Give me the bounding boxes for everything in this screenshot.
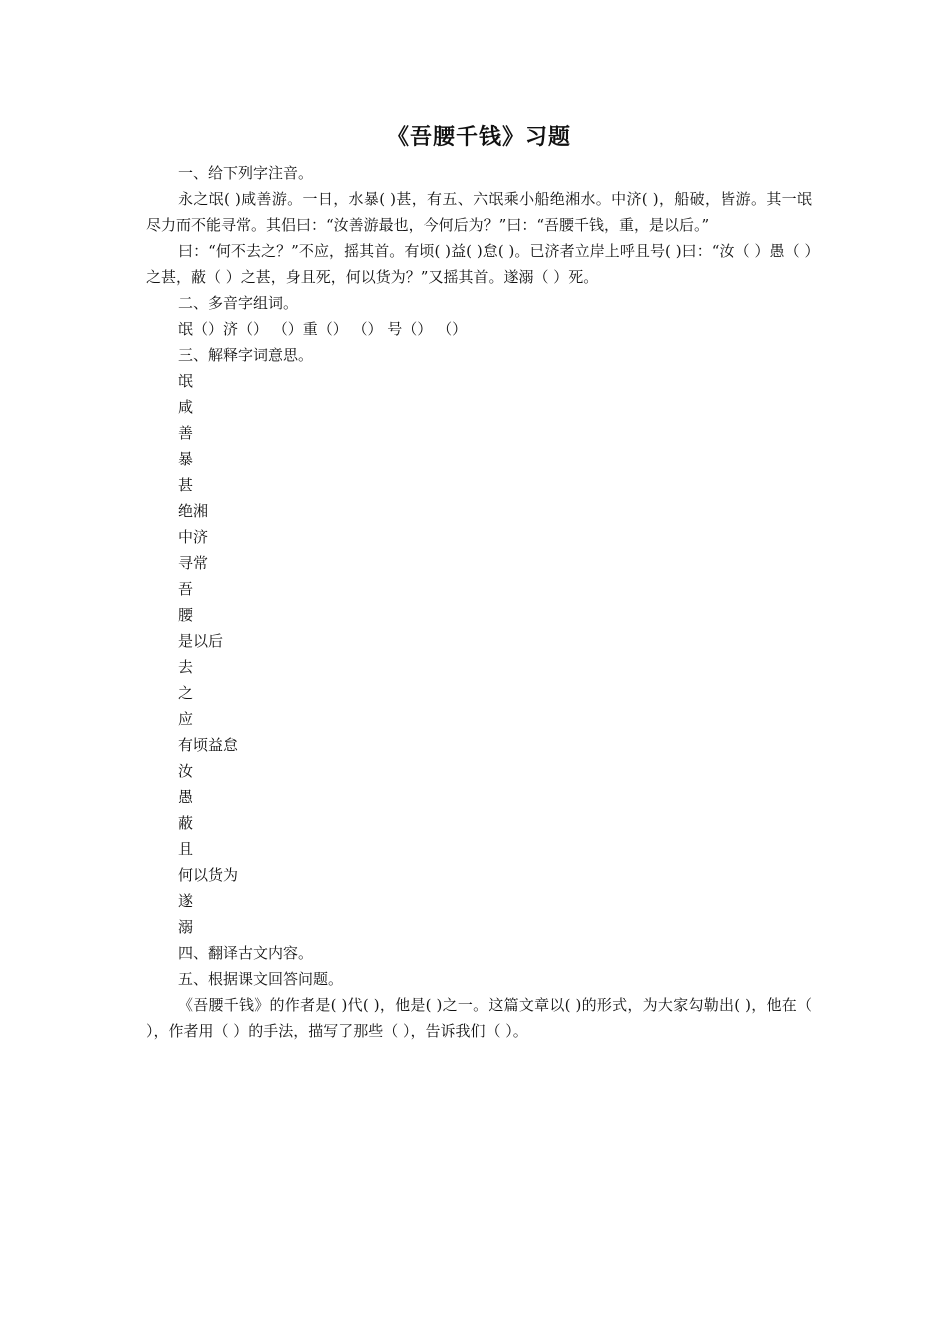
section3-heading: 三、解释字词意思。 [178, 346, 314, 364]
term-item: 汝 [178, 762, 194, 780]
term-item: 遂 [178, 892, 194, 910]
term-item: 暴 [178, 450, 194, 468]
section1-paragraph2: 曰：“何不去之？”不应，摇其首。有顷( )益( )怠( )。已济者立岸上呼且号( )曰：“汝（ ）愚（ ）之甚，蔽（ ）之甚，身且死，何以货为？”又摇其首。遂溺（ ）死。 [146, 242, 812, 286]
term-item: 有顷益怠 [178, 736, 239, 754]
term-item: 何以货为 [178, 866, 239, 884]
document-title: 《吾腰千钱》习题 [386, 125, 571, 150]
term-item: 氓 [178, 372, 194, 390]
section1-heading: 一、给下列字注音。 [178, 164, 314, 182]
term-item: 应 [178, 710, 194, 728]
term-item: 愚 [178, 788, 194, 806]
section5-heading: 五、根据课文回答问题。 [178, 970, 344, 988]
term-item: 蔽 [178, 814, 194, 832]
section4-heading: 四、翻译古文内容。 [178, 944, 314, 962]
term-item: 甚 [178, 476, 194, 494]
section5-paragraph: 《吾腰千钱》的作者是( )代( )，他是( )之一。这篇文章以( )的形式，为大家勾勒出( )，他在（ ），作者用（ ）的手法，描写了那些（ ），告诉我们（ ）。 [146, 996, 812, 1040]
document-page [146, 118, 812, 1044]
term-item: 吾 [178, 580, 194, 598]
term-item: 去 [178, 658, 194, 676]
term-item: 寻常 [178, 554, 209, 572]
term-item: 咸 [178, 398, 194, 416]
section2-heading: 二、多音字组词。 [178, 294, 299, 312]
term-item: 绝湘 [178, 502, 209, 520]
term-item: 且 [178, 840, 194, 858]
term-item: 溺 [178, 918, 194, 936]
term-item: 善 [178, 424, 194, 442]
section2-line: 氓（）济（） （）重（） （） 号（） （） [178, 320, 468, 338]
section1-paragraph1: 永之氓( )咸善游。一日，水暴( )甚，有五、六氓乘小船绝湘水。中济( )，船破，皆游。其一氓尽力而不能寻常。其侣曰：“汝善游最也，今何后为？”曰：“吾腰千钱，重，是以后。” [146, 190, 812, 234]
term-list [146, 368, 812, 940]
term-item: 之 [178, 684, 194, 702]
term-item: 中济 [178, 528, 209, 546]
term-item: 腰 [178, 606, 194, 624]
term-item: 是以后 [178, 632, 224, 650]
